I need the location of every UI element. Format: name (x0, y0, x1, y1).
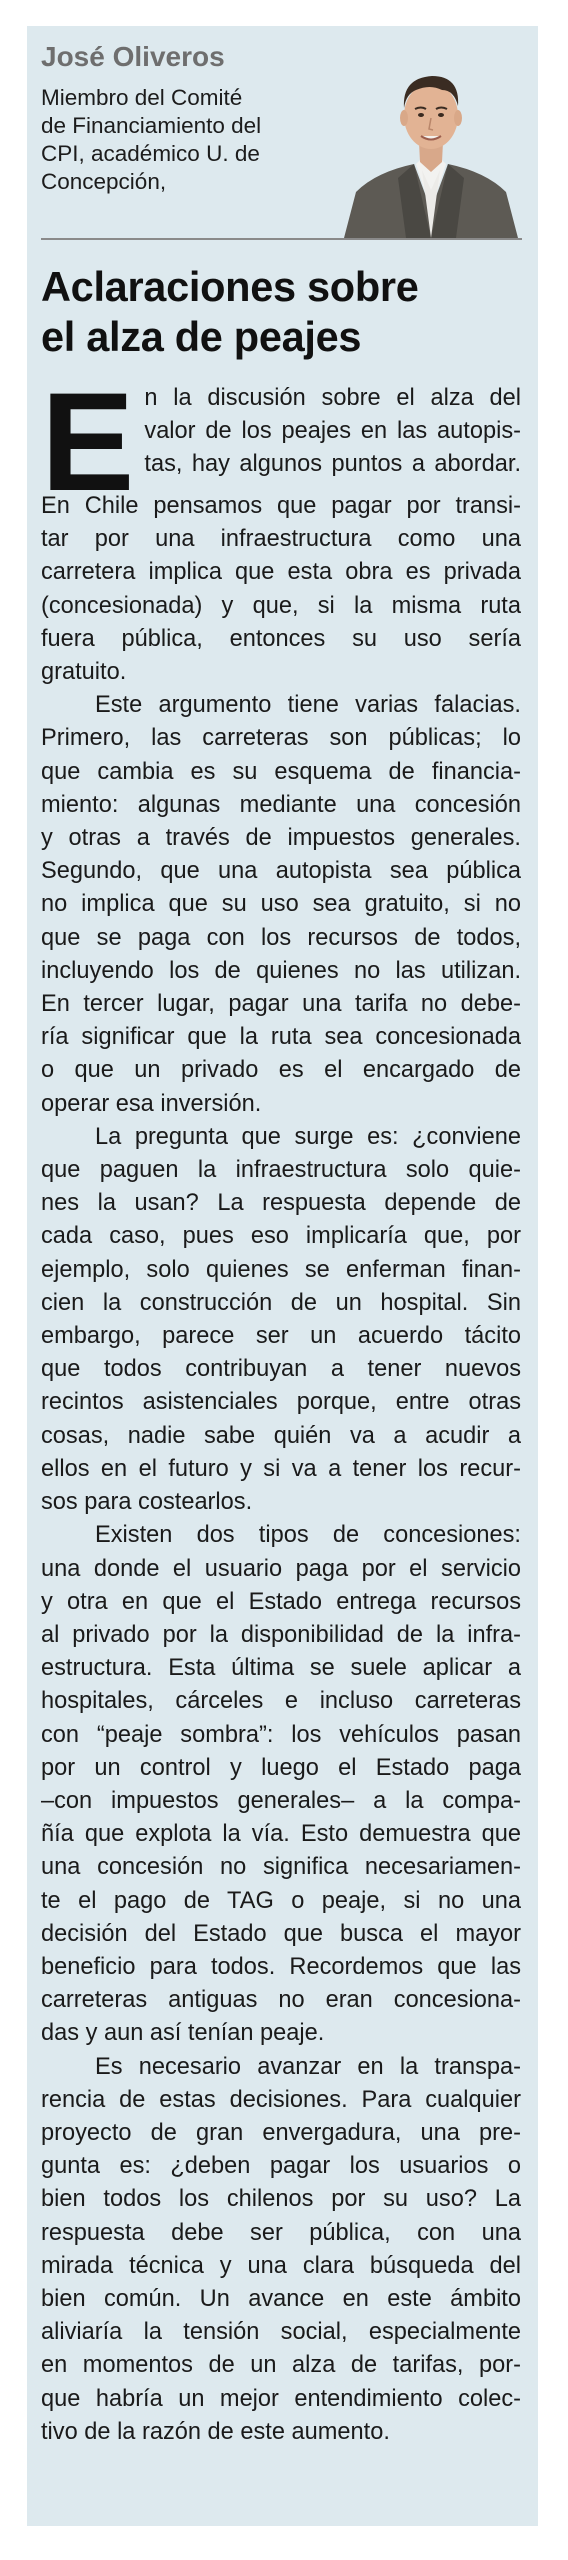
text-line: recintos asistenciales porque, entre otras (41, 1389, 521, 1416)
author-portrait (336, 60, 526, 238)
author-role-line: CPI, académico U. de (41, 141, 260, 166)
text-line: rencia de estas decisiones. Para cualquier (41, 2086, 521, 2113)
header-divider (41, 238, 522, 240)
text-line: que cambia es su esquema de financia- (41, 758, 521, 785)
text-line: ellos en el futuro y si va a tener los recur- (41, 1455, 521, 1482)
text-line: aliviaría la tensión social, especialmente (41, 2319, 521, 2346)
text-line: Segundo, que una autopista sea pública (41, 858, 521, 885)
author-header (41, 40, 521, 240)
text-line: por un control y luego el Estado paga (41, 1754, 521, 1781)
text-line: gunta es: ¿deben pagar los usuarios o (41, 2153, 521, 2180)
text-line: cada caso, pues eso implicaría que, por (41, 1223, 521, 1250)
headline-line: el alza de peajes (41, 313, 362, 360)
text-line: proyecto de gran envergadura, una pre- (41, 2119, 521, 2146)
text-line: bien todos los chilenos por su uso? La (41, 2186, 521, 2213)
author-role-line: Miembro del Comité (41, 85, 243, 110)
text-line: hospitales, cárceles e incluso carreteras (41, 1688, 521, 1715)
text-line: bien común. Un avance en este ámbito (41, 2285, 521, 2312)
article-headline (41, 262, 521, 362)
text-line: Primero, las carreteras son públicas; lo (41, 725, 521, 752)
text-line: que habría un mejor entendimiento colec- (41, 2385, 521, 2412)
text-line: fuera pública, entonces su uso sería (41, 625, 521, 652)
text-line: La pregunta que surge es: ¿conviene (95, 1123, 521, 1150)
text-line: ejemplo, solo quienes se enferman finan- (41, 1256, 521, 1283)
text-line: Este argumento tiene varias falacias. (95, 692, 521, 719)
text-line: ñía que explota la vía. Esto demuestra que (41, 1821, 521, 1848)
text-line: ría significar que la ruta sea concesionada (41, 1024, 521, 1051)
text-line: cosas, nadie sabe quién va a acudir a (41, 1422, 521, 1449)
text-line: que paguen la infraestructura solo quie- (41, 1157, 521, 1184)
paragraph (41, 1121, 521, 1519)
text-line: miento: algunas mediante una concesión (41, 791, 521, 818)
author-role-line: Concepción, (41, 169, 167, 194)
text-line: cien la construcción de un hospital. Sin (41, 1289, 521, 1316)
text-line: Es necesario avanzar en la transpa- (95, 2053, 521, 2080)
text-line: y otra en que el Estado entrega recursos (41, 1588, 521, 1615)
column-panel (27, 26, 538, 2526)
text-line: n la discusión sobre el alza del (144, 385, 521, 411)
text-line: carreteras antiguas no eran concesiona- (41, 1987, 521, 2014)
text-line: y otras a través de impuestos generales. (41, 825, 521, 852)
text-line: mirada técnica y una clara búsqueda del (41, 2252, 521, 2279)
text-line: tas, hay algunos puntos a abordar. (144, 451, 521, 478)
text-line: que se paga con los recursos de todos, (41, 924, 521, 951)
text-line: embargo, parece ser un acuerdo tácito (41, 1323, 521, 1350)
paragraph (41, 689, 521, 1121)
text-line: en momentos de un alza de tarifas, por- (41, 2352, 521, 2379)
text-line: al privado por la disponibilidad de la infra- (41, 1621, 521, 1648)
text-line: En tercer lugar, pagar una tarifa no debe- (41, 991, 521, 1018)
text-line: carretera implica que esta obra es privada (41, 559, 521, 586)
text-line: que todos contribuyan a tener nuevos (41, 1356, 521, 1383)
text-line: una concesión no significa necesariamen- (41, 1854, 521, 1881)
text-line: (concesionada) y que, si la misma ruta (41, 592, 521, 619)
text-line: nes la usan? La respuesta depende de (41, 1190, 521, 1217)
text-line: una donde el usuario paga por el servicio (41, 1555, 521, 1582)
text-line: sos para costearlos. (41, 1489, 253, 1516)
text-line: operar esa inversión. (41, 1090, 262, 1117)
headline-line: Aclaraciones sobre (41, 263, 419, 310)
author-name: José Oliveros (41, 41, 225, 72)
author-role (41, 84, 311, 196)
paragraph (41, 2051, 521, 2449)
text-line: decisión del Estado que busca el mayor (41, 1920, 521, 1947)
text-line: incluyendo los de quienes no las utilizan. (41, 957, 521, 984)
text-line: tivo de la razón de este aumento. (41, 2418, 390, 2445)
paragraph (41, 1519, 521, 2050)
text-line: o que un privado es el encargado de (41, 1057, 521, 1084)
text-line: das y aun así tenían peaje. (41, 2020, 325, 2047)
text-line: con “peaje sombra”: los vehículos pasan (41, 1721, 521, 1748)
text-line: respuesta debe ser pública, con una (41, 2219, 521, 2246)
text-line: te el pago de TAG o peaje, si no una (41, 1887, 521, 1914)
author-role-line: de Financiamiento del (41, 113, 262, 138)
text-line: tar por una infraestructura como una (41, 526, 521, 553)
text-line: beneficio para todos. Recordemos que las (41, 1953, 521, 1980)
text-line: Existen dos tipos de concesiones: (95, 1522, 521, 1549)
drop-cap: E (41, 363, 135, 520)
text-line: gratuito. (41, 659, 127, 686)
text-line: no implica que su uso sea gratuito, si no (41, 891, 521, 918)
text-line: –con impuestos generales– a la compa- (41, 1787, 521, 1814)
text-line: estructura. Esta última se suele aplicar a (41, 1655, 521, 1682)
article-body (41, 363, 521, 2449)
text-line: En Chile pensamos que pagar por transi- (41, 493, 521, 519)
text-line: valor de los peajes en las autopis- (144, 418, 521, 445)
